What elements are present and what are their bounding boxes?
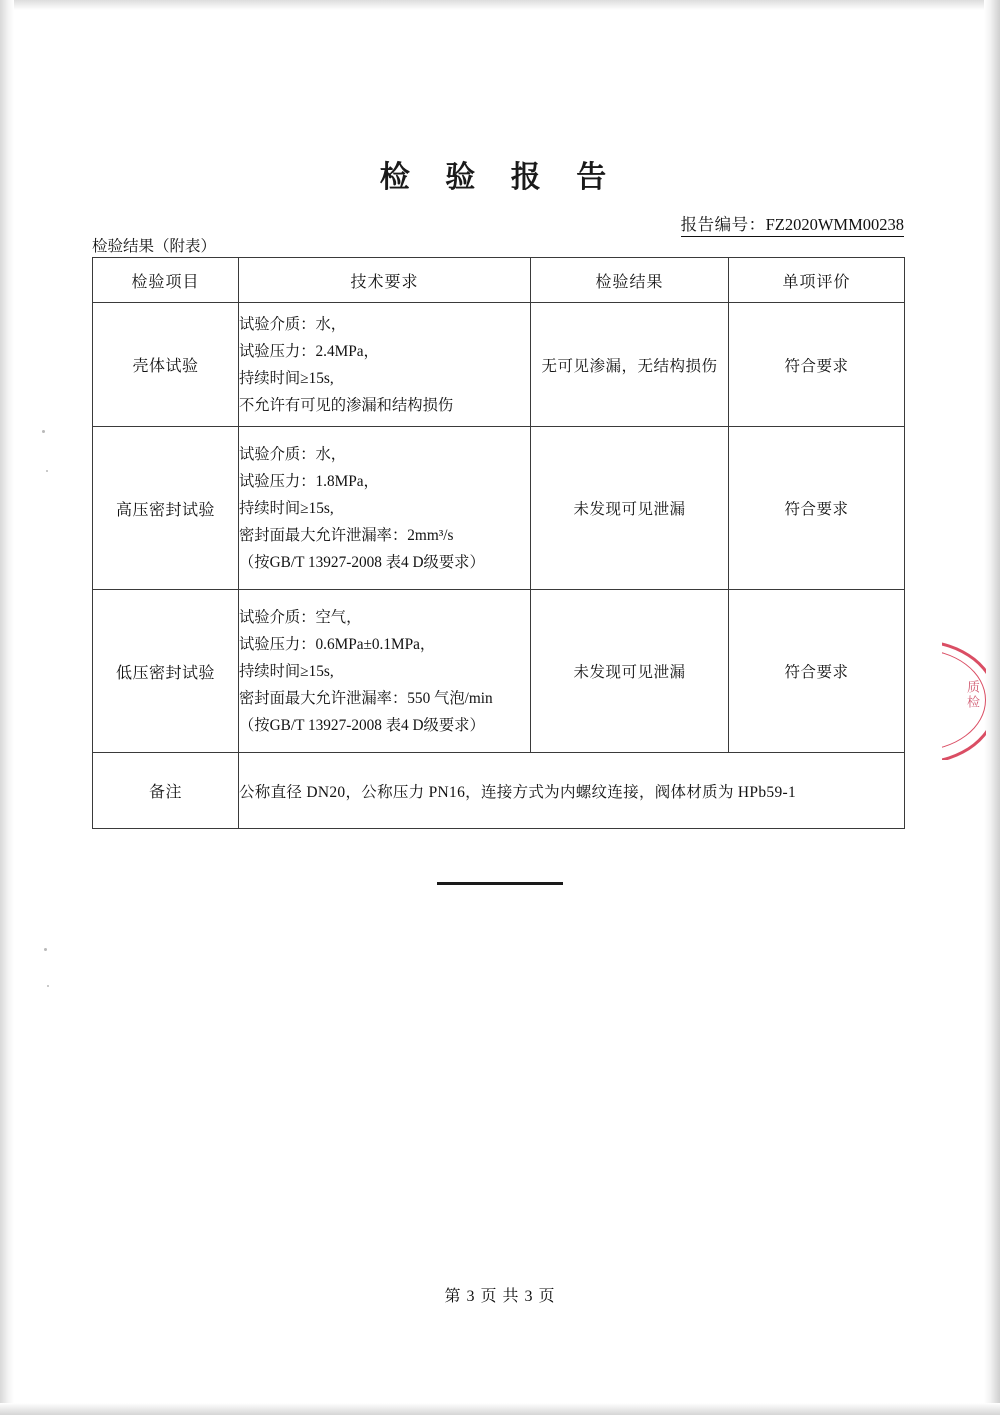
section-label: 检验结果（附表）: [92, 238, 217, 255]
table-header-result: 检验结果: [531, 258, 729, 303]
table-header-item: 检验项目: [93, 258, 239, 303]
table-header-eval: 单项评价: [729, 258, 905, 303]
row-result: 未发现可见泄漏: [531, 590, 729, 753]
note-label: 备注: [93, 753, 239, 829]
inspection-result-table: [92, 257, 905, 829]
row-evaluation: 符合要求: [729, 590, 905, 753]
red-seal-fragment: [942, 640, 986, 760]
scan-speck: [46, 470, 48, 472]
page-title: 检 验 报 告: [379, 161, 621, 194]
scan-speck: [44, 948, 47, 951]
tech-line: 持续时间≥15s,: [239, 499, 334, 517]
tech-line: 试验压力：1.8MPa，: [239, 472, 379, 490]
row-result: 未发现可见泄漏: [531, 427, 729, 590]
row-item-name: 壳体试验: [93, 303, 239, 427]
row-tech-requirements: [239, 590, 531, 753]
tech-line: （按GB/T 13927-2008 表4 D级要求）: [239, 716, 485, 734]
scan-edge-right: [984, 0, 1000, 1415]
row-evaluation: 符合要求: [729, 427, 905, 590]
row-item-name: 低压密封试验: [93, 590, 239, 753]
tech-line: （按GB/T 13927-2008 表4 D级要求）: [239, 553, 485, 571]
table-row: [93, 427, 905, 590]
table-header-row: [93, 258, 905, 303]
report-number: [681, 211, 904, 237]
tech-line: 持续时间≥15s,: [239, 369, 334, 387]
table-row-note: [93, 753, 905, 829]
tech-line: 试验介质：水，: [239, 445, 347, 463]
seal-text: 质检: [965, 680, 980, 710]
note-text: 公称直径 DN20，公称压力 PN16，连接方式为内螺纹连接，阀体材质为 HPb59-1: [239, 753, 905, 829]
tech-line: 试验压力：0.6MPa±0.1MPa，: [239, 635, 436, 653]
row-item-name: 高压密封试验: [93, 427, 239, 590]
report-number-value: FZ2020WMM00238: [765, 215, 904, 234]
page-number-footer: 第 3 页 共 3 页: [444, 1288, 556, 1305]
tech-line: 持续时间≥15s,: [239, 662, 334, 680]
row-evaluation: 符合要求: [729, 303, 905, 427]
tech-line: 密封面最大允许泄漏率：550 气泡/min: [239, 689, 493, 707]
scan-speck: [47, 985, 49, 987]
scan-edge-bottom: [0, 1403, 1000, 1415]
table-row: [93, 590, 905, 753]
tech-line: 试验介质：空气，: [239, 608, 362, 626]
scan-speck: [42, 430, 45, 433]
report-number-label: 报告编号：: [680, 215, 766, 234]
scan-edge-top: [0, 0, 1000, 10]
row-tech-requirements: [239, 303, 531, 427]
table-header-tech: 技术要求: [239, 258, 531, 303]
row-tech-requirements: [239, 427, 531, 590]
row-result: 无可见渗漏，无结构损伤: [531, 303, 729, 427]
table-row: [93, 303, 905, 427]
tech-line: 不允许有可见的渗漏和结构损伤: [239, 396, 454, 414]
tech-line: 密封面最大允许泄漏率：2mm³/s: [239, 526, 454, 544]
tech-line: 试验压力：2.4MPa，: [239, 342, 379, 360]
scan-edge-left: [0, 0, 14, 1415]
tech-line: 试验介质：水，: [239, 315, 347, 333]
end-of-report-rule: [0, 872, 1000, 890]
